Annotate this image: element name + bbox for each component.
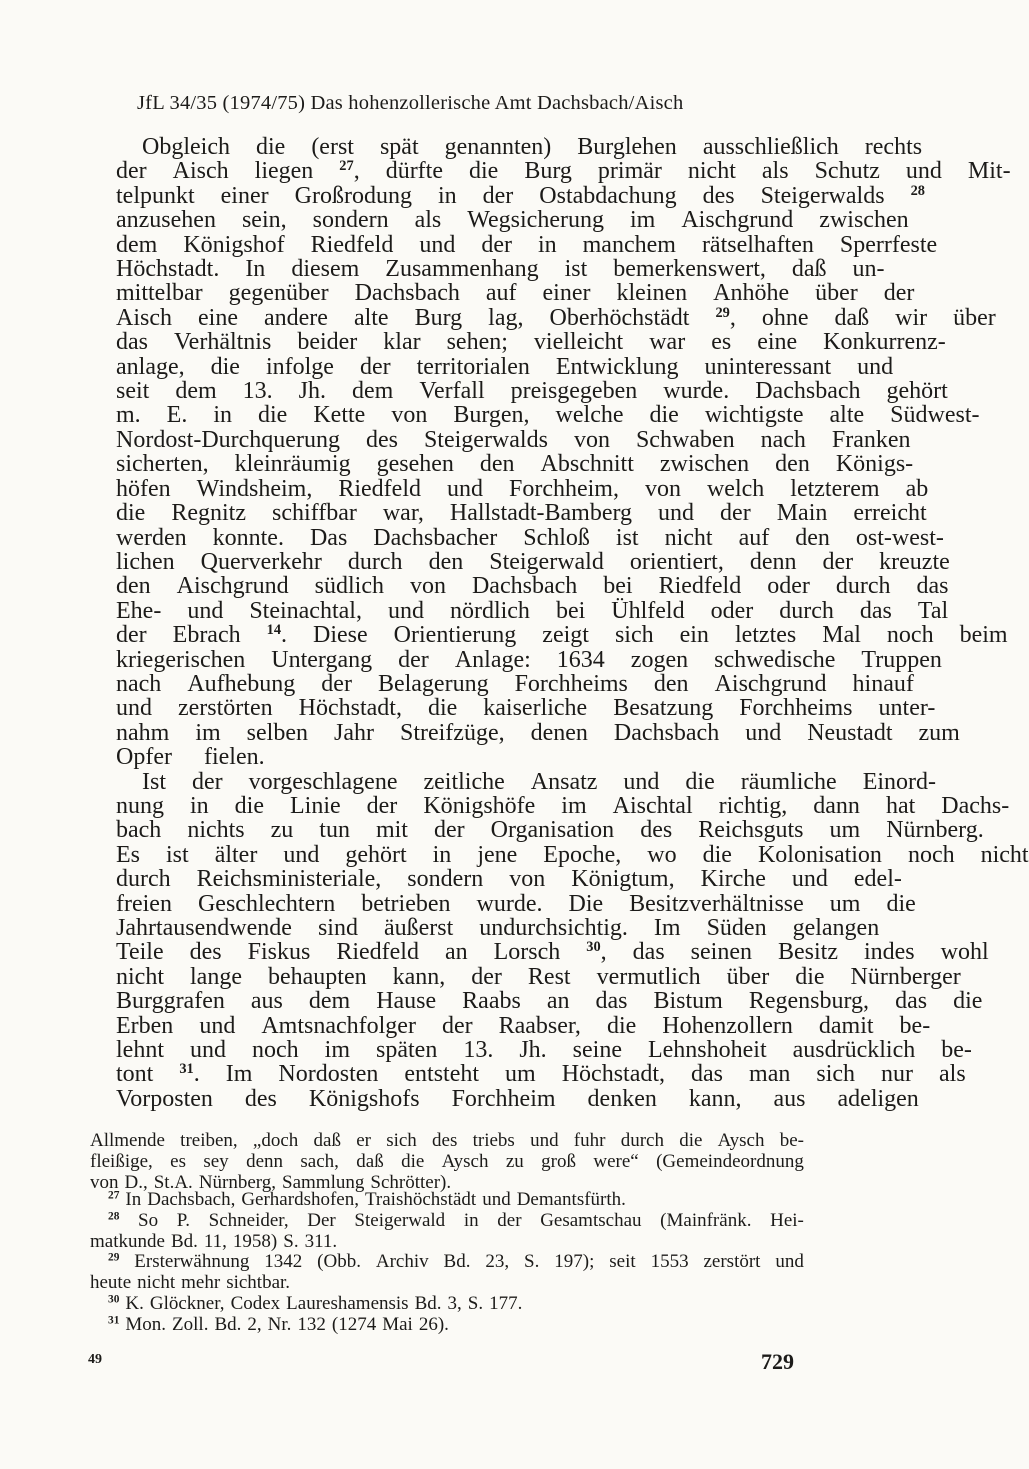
footnote-ref: 28 (910, 182, 925, 199)
paragraph (90, 768, 1029, 1112)
text-line: $^{31}$ Mon. Zoll. Bd. 2, Nr. 132 (1274 Mai 26). (108, 1313, 449, 1335)
text-line: dem Königshof Riedfeld und der in manchem rätselhaften Sperrfeste (116, 231, 938, 258)
footnote-ref: 14 (266, 622, 282, 639)
text-line: mittelbar gegenüber Dachsbach auf einer kleinen Anhöhe über der (116, 280, 915, 307)
text-line: nach Aufhebung der Belagerung Forchheims den Aischgrund hinauf (116, 670, 914, 697)
footnote-31 (90, 1315, 804, 1336)
text-line: der Aisch liegen $^{27}$, dürfte die Burg primär nicht als Schutz und Mit- (116, 158, 1011, 185)
text-line: werden konnte. Das Dachsbacher Schloß ist nicht auf den ost-west- (116, 524, 944, 551)
footnote-ref: 28 (108, 1210, 120, 1223)
text-line: den Aischgrund südlich von Dachsbach bei Riedfeld oder durch das (116, 573, 949, 600)
text-line: Es ist älter und gehört in jene Epoche, wo die Kolonisation noch nicht (116, 841, 1029, 868)
text-line: höfen Windsheim, Riedfeld und Forchheim, von welch letzterem ab (116, 475, 929, 502)
text-line: sicherten, kleinräumig gesehen den Abschnitt zwischen den Königs- (116, 451, 914, 478)
text-line: $^{28}$ So P. Schneider, Der Steigerwald in der Gesamtschau (Mainfränk. Hei- (108, 1209, 804, 1231)
text-line: Vorposten des Königshofs Forchheim denken kann, aus adeligen (116, 1085, 919, 1112)
text-line: seit dem 13. Jh. dem Verfall preisgegeben wurde. Dachsbach gehört (116, 378, 948, 405)
text-line: Ist der vorgeschlagene zeitliche Ansatz und die räumliche Einord- (142, 768, 937, 795)
text-line: Jahrtausendwende sind äußerst undurchsichtig. Im Süden gelangen (116, 915, 880, 941)
footnote-ref: 29 (108, 1252, 120, 1265)
footnote-27 (90, 1190, 804, 1211)
text-line: matkunde Bd. 11, 1958) S. 311. (90, 1230, 338, 1252)
text-line: Burggrafen aus dem Hause Raabs an das Bistum Regensburg, das die (116, 988, 983, 1015)
text-line: heute nicht mehr sichtbar. (90, 1272, 291, 1294)
text-line: nung in die Linie der Königshöfe im Aischtal richtig, dann hat Dachs- (116, 792, 1010, 819)
text-line: Teile des Fiskus Riedfeld an Lorsch $^{30}$, das seinen Besitz indes wohl (116, 939, 989, 966)
text-line: das Verhältnis beider klar sehen; vielleicht war es eine Konkurrenz- (116, 329, 946, 356)
text-line: $^{27}$ In Dachsbach, Gerhardshofen, Traishöchstädt und Demantsfürth. (108, 1189, 626, 1210)
text-line: die Regnitz schiffbar war, Hallstadt-Bamberg und der Main erreicht (116, 500, 927, 527)
text-line: Allmende treiben, „doch daß er sich des triebs und fuhr durch die Aysch be- (90, 1130, 804, 1151)
footnote-ref: 30 (108, 1293, 120, 1306)
footnote-ref: 31 (179, 1061, 194, 1078)
text-line: telpunkt einer Großrodung in der Ostabdachung des Steigerwalds $^{28}$ (116, 182, 925, 209)
text-line: Ehe- und Steinachtal, und nördlich bei Ühlfeld oder durch das Tal (116, 597, 949, 624)
text-line: Opfer fielen. (116, 744, 265, 771)
text-line: anzusehen sein, sondern als Wegsicherung im Aischgrund zwischen (116, 207, 909, 234)
footnote-ref: 29 (715, 304, 730, 321)
text-line: anlage, die infolge der territorialen Entwicklung uninteressant und (116, 353, 894, 380)
text-line: und zerstörten Höchstadt, die kaiserliche Besatzung Forchheims unter- (116, 695, 936, 722)
footnote-ref: 27 (108, 1189, 120, 1202)
footnote-30 (90, 1294, 804, 1315)
text-line: m. E. in die Kette von Burgen, welche die wichtigste alte Südwest- (116, 402, 980, 429)
text-line: fleißige, es sey denn sach, daß die Aysch zu groß were“ (Gemeindeordnung (90, 1150, 804, 1172)
text-line: der Ebrach $^{14}$. Diese Orientierung zeigt sich ein letztes Mal noch beim (116, 622, 1008, 649)
text-line: kriegerischen Untergang der Anlage: 1634 zogen schwedische Truppen (116, 646, 942, 673)
text-line: freien Geschlechtern betrieben wurde. Die Besitzverhältnisse um die (116, 890, 916, 917)
text-line: von D., St.A. Nürnberg, Sammlung Schrötter). (90, 1171, 452, 1193)
paragraph (90, 134, 1011, 771)
signature-mark: 49 (88, 1352, 102, 1367)
text-line: Obgleich die (erst spät genannten) Burglehen ausschließlich rechts (142, 134, 923, 160)
footnote-ref: 27 (339, 158, 354, 175)
text-line: lichen Querverkehr durch den Steigerwald orientiert, denn der kreuzte (116, 548, 950, 575)
text-line: Erben und Amtsnachfolger der Raabser, die Hohenzollern damit be- (116, 1012, 931, 1039)
text-line: bach nichts zu tun mit der Organisation des Reichsguts um Nürnberg. (116, 817, 984, 844)
running-header (137, 92, 817, 115)
text-line: $^{30}$ K. Glöckner, Codex Laureshamensis Bd. 3, S. 177. (108, 1292, 523, 1314)
text-line: Höchstadt. In diesem Zusammenhang ist bemerkenswert, daß un- (116, 256, 885, 283)
footnotes (90, 1190, 804, 1336)
text-line: lehnt und noch im späten 13. Jh. seine Lehnshoheit ausdrücklich be- (116, 1037, 972, 1064)
footnote-29 (90, 1252, 804, 1294)
text-line: nahm im selben Jahr Streifzüge, denen Dachsbach und Neustadt zum (116, 719, 960, 746)
footnote-ref: 31 (108, 1314, 120, 1327)
text-line: tont $^{31}$. Im Nordosten entsteht um Höchstadt, das man sich nur als (116, 1061, 966, 1088)
footnote-continuation (90, 1131, 804, 1193)
text-line: $^{29}$ Ersterwähnung 1342 (Obb. Archiv Bd. 23, S. 197); seit 1553 zerstört und (108, 1251, 804, 1273)
footnote-28 (90, 1211, 804, 1253)
text-line: nicht lange behaupten kann, der Rest vermutlich über die Nürnberger (116, 963, 961, 990)
running-title: JfL 34/35 (1974/75) Das hohenzollerische Amt Dachsbach/Aisch (137, 92, 684, 114)
body-text (90, 134, 1029, 1112)
text-line: Nordost-Durchquerung des Steigerwalds von Schwaben nach Franken (116, 426, 911, 453)
page-number: 729 (761, 1349, 794, 1374)
text-line: durch Reichsministeriale, sondern von Königtum, Kirche und edel- (116, 866, 902, 893)
footnote-ref: 30 (586, 939, 601, 956)
text-line: Aisch eine andere alte Burg lag, Oberhöchstädt $^{29}$, ohne daß wir über (116, 304, 996, 331)
